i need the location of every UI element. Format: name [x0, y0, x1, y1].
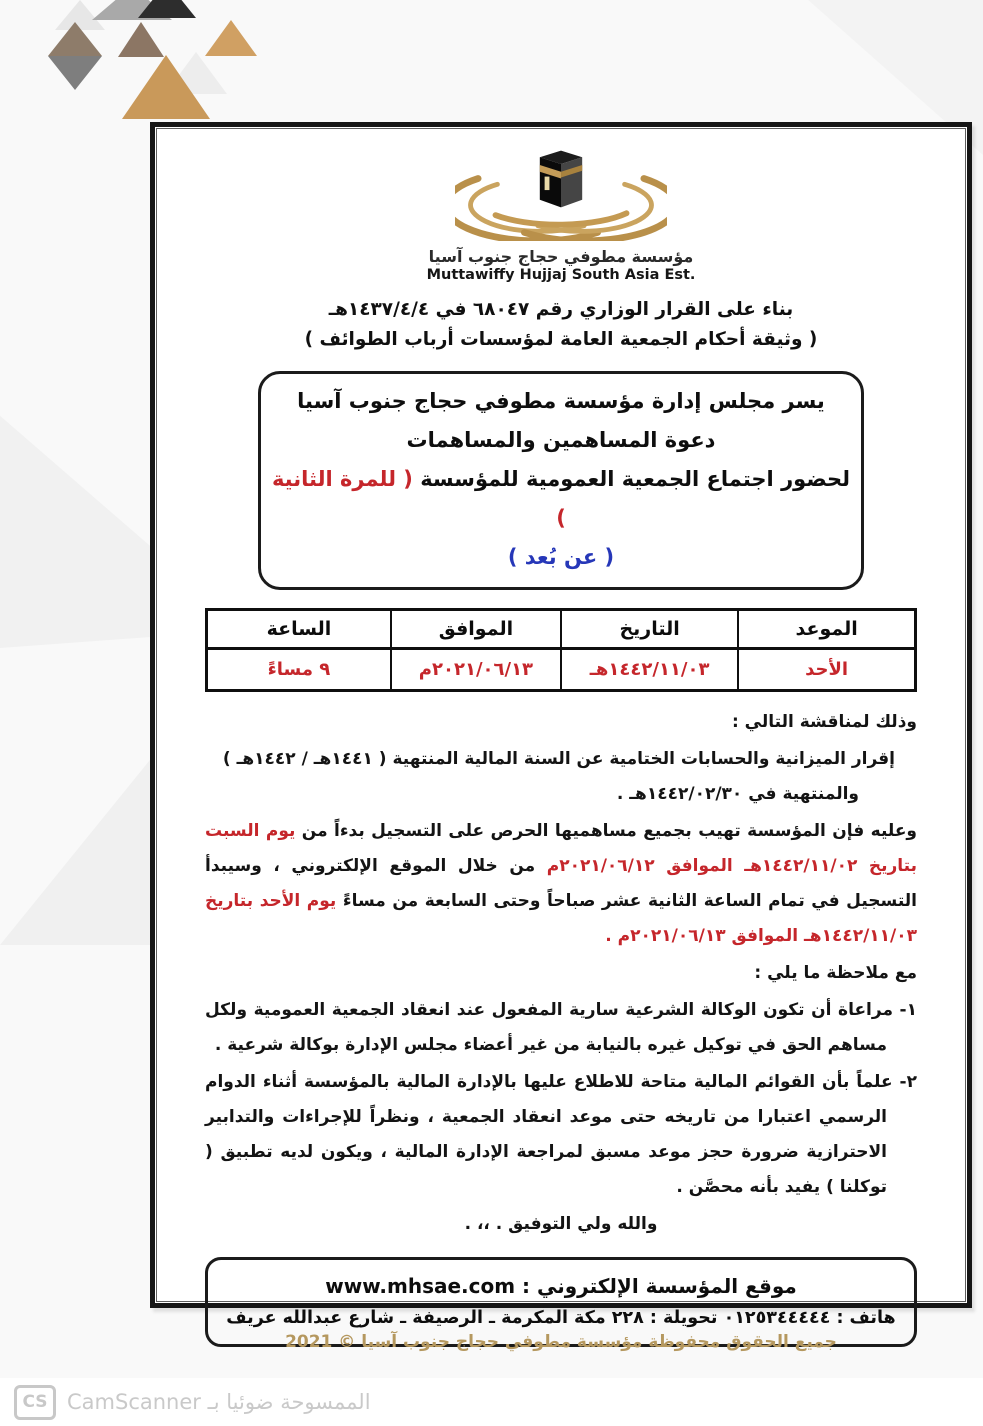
camscanner-cs-icon: CS [14, 1385, 56, 1420]
table-value-row [207, 649, 916, 691]
note-item-1: ١- مراعاة أن تكون الوكالة الشرعية سارية المفعول عند انعقاد الجمعية العمومية ولكل مساهم الحق في توكيل غيره بالنيابة من غير أعضاء مجلس الإدارة بوكالة شرعية . [205, 1000, 917, 1055]
column-header-date-hijri: التاريخ [561, 610, 738, 649]
triangle-shape [118, 22, 164, 57]
triangle-shape [205, 20, 257, 56]
decree-header [205, 295, 917, 355]
kaaba-icon [455, 143, 667, 241]
scanned-document-sheet [150, 122, 972, 1328]
column-header-date-gregorian: الموافق [391, 610, 561, 649]
agenda-intro: وذلك لمناقشة التالي : [731, 712, 917, 732]
value-date-hijri: ١٤٤٢/١١/٠٣هـ [561, 649, 738, 691]
note-item-2: ٢- علماً بأن القوائم المالية متاحة للاطلاع عليها بالإدارة المالية بالمؤسسة أثناء الدوام الرسمي اعتبارا من تاريخه حتى موعد انعقاد الجمعية ، ونظراً للإجراءات والتدابير الاحترازية ضرورة حجز موعد مسبق لمراجعة الإدارة المالية ، ويكون لديه تطبيق ( توكلنا ) يفيد بأنه محصَّن . [205, 1072, 917, 1197]
column-header-time: الساعة [207, 610, 391, 649]
invitation-box [258, 371, 864, 590]
copyright-footer: جميع الحقوق محفوظة مؤسسة مطوفي حجاج جنوب آسيا © 2021 [285, 1332, 837, 1352]
notes-intro: مع ملاحظة ما يلي : [754, 963, 917, 983]
diamond-shape-bottom [48, 56, 102, 90]
agenda-item-budget: إقرار الميزانية والحسابات الختامية عن السنة المالية المنتهية ( ١٤٤١هـ / ١٤٤٢هـ ) والمنتهية في ١٤٤٢/٠٢/٣٠هـ . [222, 749, 895, 804]
decree-line-2: ( وثيقة أحكام الجمعية العامة لمؤسسات أرباب الطوائف ) [304, 329, 818, 350]
organization-logo [205, 143, 917, 283]
value-date-gregorian: ٢٠٢١/٠٦/١٣م [391, 649, 561, 691]
value-time: ٩ مساءً [207, 649, 391, 691]
phone-address-line: هاتف : ٠١٢٥٣٤٤٤٤٤ تحويلة : ٢٢٨ مكة المكرمة ـ الرصيفة ـ شارع عبدالله عريف [226, 1308, 896, 1328]
table-header-row [207, 610, 916, 649]
website-line: موقع المؤسسة الإلكتروني : www.mhsae.com [325, 1274, 797, 1298]
invitation-line-remote: ( عن بُعد ) [507, 545, 615, 569]
invitation-line-2: دعوة المساهمين والمساهمات [406, 428, 716, 452]
camscanner-watermark-text: الممسوحة ضوئيا بـ CamScanner [67, 1390, 371, 1414]
decree-line-1: بناء على القرار الوزاري رقم ٦٨٠٤٧ في ١٤٣٧/٤/٤هـ [328, 299, 794, 320]
letter-body [205, 705, 917, 1242]
organization-name-english: Muttawiffy Hujjaj South Asia Est. [426, 267, 696, 283]
triangle-shape [55, 0, 105, 30]
value-appointment-day: الأحد [738, 649, 915, 691]
meeting-schedule-table [205, 608, 917, 692]
registration-paragraph: وعليه فإن المؤسسة تهيب بجميع مساهميها الحرص على التسجيل بدءاً من يوم السبت بتاريخ ١٤٤٢/١١/٠٢هـ الموافق ٢٠٢١/٠٦/١٢م من خلال الموقع الإلكتروني ، وسيبدأ التسجيل في تمام الساعة الثانية عشر صباحاً وحتى السابعة من مساءً يوم الأحد بتاريخ ١٤٤٢/١١/٠٣هـ الموافق ٢٠٢١/٠٦/١٣م . [205, 821, 918, 946]
invitation-line-1: يسر مجلس إدارة مؤسسة مطوفي حجاج جنوب آسيا [297, 389, 825, 413]
closing-line: والله ولي التوفيق . ،، . [464, 1214, 658, 1234]
organization-name-arabic: مؤسسة مطوفي حجاج جنوب آسيا [428, 247, 694, 266]
camscanner-bar [0, 1378, 983, 1426]
column-header-appointment: الموعد [738, 610, 915, 649]
invitation-line-3: لحضور اجتماع الجمعية العمومية للمؤسسة ( للمرة الثانية ) [271, 467, 851, 530]
